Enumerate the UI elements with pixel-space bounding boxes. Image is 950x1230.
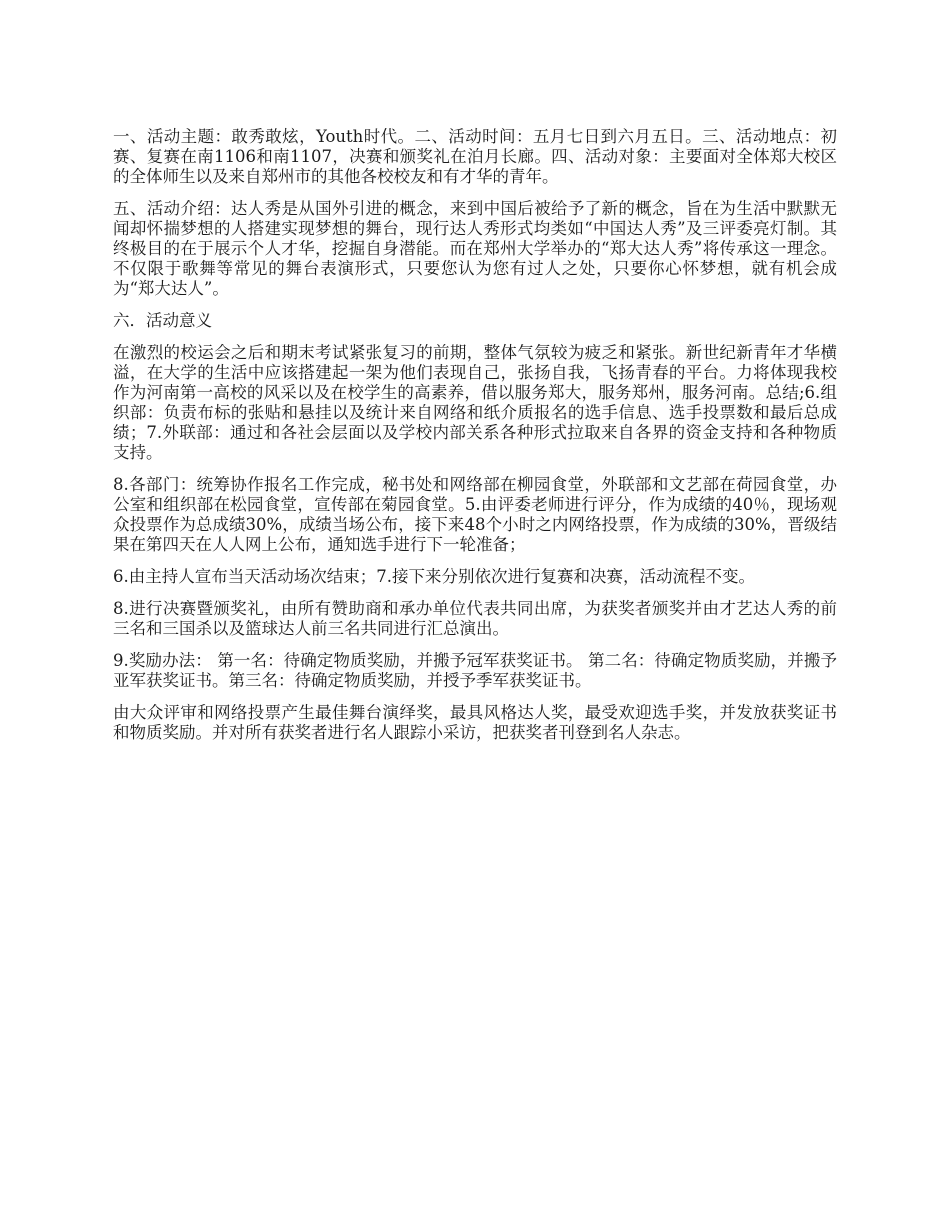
- paragraph-introduction: 五、活动介绍：达人秀是从国外引进的概念，来到中国后被给予了新的概念，旨在为生活中默默无闻却怀揣梦想的人搭建实现梦想的舞台，现行达人秀形式均类如“中国达人秀”及三评委亮灯制。其终极目的在于展示个人才华，挖掘自身潜能。而在郑州大学举办的“郑大达人秀”将传承这一理念。不仅限于歌舞等常见的舞台表演形式，只要您认为您有过人之处，只要你心怀梦想，就有机会成为“郑大达人”。: [113, 199, 837, 298]
- paragraph-final-ceremony: 8.进行决赛暨颁奖礼，由所有赞助商和承办单位代表共同出席，为获奖者颁奖并由才艺达人秀的前三名和三国杀以及篮球达人前三名共同进行汇总演出。: [113, 599, 837, 638]
- paragraph-significance: 在激烈的校运会之后和期末考试紧张复习的前期，整体气氛较为疲乏和紧张。新世纪新青年才华横溢，在大学的生活中应该搭建起一架为他们表现自己，张扬自我，飞扬青春的平台。力将体现我校作为河南第一高校的风采以及在校学生的高素养，借以服务郑大，服务郑州，服务河南。总结;6.组织部：负责布标的张贴和悬挂以及统计来自网络和纸介质报名的选手信息、选手投票数和最后总成绩；7.外联部：通过和各社会层面以及学校内部关系各种形式拉取来自各界的资金支持和各种物质支持。: [113, 343, 837, 462]
- section-heading-significance: 六．活动意义: [113, 311, 212, 330]
- paragraph-award-rules: 9.奖励办法： 第一名：待确定物质奖励，并搬予冠军获奖证书。 第二名：待确定物质奖励，并搬予亚军获奖证书。第三名：待确定物质奖励，并授予季军获奖证书。: [113, 651, 837, 690]
- paragraph-theme-time-place: 一、活动主题：敢秀敢炫，Youth时代。二、活动时间：五月七日到六月五日。三、活动地点：初赛、复赛在南1106和南1107，决赛和颁奖礼在泊月长廊。四、活动对象：主要面对全体郑大校区的全体师生以及来自郑州市的其他各校校友和有才华的青年。: [113, 127, 837, 186]
- paragraph-special-awards: 由大众评审和网络投票产生最佳舞台演绎奖，最具风格达人奖，最受欢迎选手奖，并发放获奖证书和物质奖励。并对所有获奖者进行名人跟踪小采访，把获奖者刊登到名人杂志。: [113, 703, 837, 742]
- paragraph-host-announcement: 6.由主持人宣布当天活动场次结束；7.接下来分别依次进行复赛和决赛，活动流程不变。: [113, 567, 755, 586]
- paragraph-departments-scoring: 8.各部门：统筹协作报名工作完成，秘书处和网络部在柳园食堂，外联部和文艺部在荷园食堂，办公室和组织部在松园食堂，宣传部在菊园食堂。5.由评委老师进行评分，作为成绩的40％，现场观众投票作为总成绩30%，成绩当场公布，接下来48个小时之内网络投票，作为成绩的30%，晋级结果在第四天在人人网上公布，通知选手进行下一轮准备；: [113, 475, 837, 554]
- document-body: [113, 127, 837, 755]
